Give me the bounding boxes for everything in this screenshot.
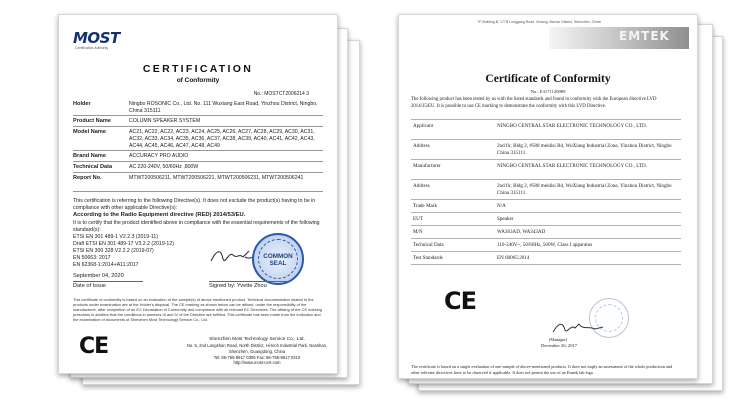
most-logo-subtitle: Certification Authority: [75, 46, 109, 50]
manufacturer-label: Manufacturer: [413, 163, 441, 169]
technical-data-value: 110-240V~, 50/60Hz, 500W, Class I apparatus: [497, 242, 593, 248]
trademark-label: Trade Mark: [413, 203, 438, 209]
divider: [73, 150, 323, 151]
issuer-contact: Tel: 86-755-8617 0306 Fax: 86-755-8617 0310: [213, 354, 301, 360]
address2-value: 2nd fir, Bldg 2, #588 meidisi Rd, WuXiang Industrial Zone, Yinzhou District, Ningbo China 315111.: [497, 183, 672, 197]
address-value: 2nd fir, Bldg 2, #588 meidisi Rd, WuXiang Industrial Zone, Yinzhou District, Ningbo China 315111.: [497, 143, 672, 157]
model-label: M/N: [413, 229, 423, 235]
certificate-number: No.: E3171120989: [530, 89, 566, 94]
model-value: AC21, AC22, AC22, AC23, AC24, AC25, AC26, AC27, AC28, AC29, AC30, AC31, AC32, AC33, AC34, AC35, AC36, AC37, AC38, AC39, AC40, AC41, AC42, AC43, AC44, AC45, AC46, AC47, AC48, AC49: [129, 129, 315, 149]
standard-2: Draft ETSI EN 301 489-17 V3.2.2 (2019-12): [73, 240, 174, 247]
issuer-name: Shenzhen Most Technology Service Co., Ltd.: [209, 337, 305, 342]
product-value: COLUMN SPEAKER SYSTEM: [129, 118, 201, 124]
technical-data-value: AC 220-240V, 50/60Hz ,800W: [129, 164, 199, 170]
divider: [411, 212, 681, 213]
divider: [73, 161, 323, 162]
certificate-title: CERTIFICATION: [142, 63, 254, 75]
divider: [411, 251, 681, 252]
technical-data-label: Technical Data: [73, 164, 113, 170]
issue-date: December 26, 2017: [541, 343, 578, 348]
common-seal-stamp: [252, 233, 304, 285]
seal-text: [254, 253, 302, 267]
brand-row: [73, 153, 323, 160]
product-label: Product Name: [73, 118, 111, 124]
standard-4: EN 50663: 2017: [73, 254, 111, 261]
emtek-logo: EMTEK: [619, 29, 670, 43]
declaration-line-1: This certification is referring to the following Directive(s). It does not exclude the product(s) having to be in compliance with other applicable Directive(s):: [73, 198, 316, 212]
divider: [411, 159, 681, 160]
standard-1: ETSI EN 301 489-1 V2.2.3 (2019-11): [73, 233, 158, 240]
issuer-website: http://www.most-cert.com: [233, 360, 281, 366]
certificate-title: Certificate of Conformity: [485, 73, 611, 85]
declaration-line-3: It is to certify that the product identified above in compliance with the essential requirements of the following standard(s):: [73, 219, 320, 233]
eut-value: Speaker: [497, 216, 514, 222]
brand-label: Brand Name: [73, 153, 106, 159]
manufacturer-row: [411, 163, 681, 170]
model-label: Model Name: [73, 129, 106, 135]
seal-line-2: SEAL: [269, 260, 287, 268]
divider: [411, 238, 681, 239]
divider: [411, 139, 681, 140]
trademark-row: [411, 203, 681, 210]
divider: [411, 199, 681, 200]
test-standards-label: Test Standards: [413, 255, 443, 261]
address-label: Address: [413, 143, 430, 149]
model-row: [411, 229, 681, 236]
ce-mark: CE: [444, 287, 477, 315]
product-row: [73, 118, 323, 125]
test-standards-value: EN 60065:2014: [497, 255, 530, 261]
emtek-header-address: 7F Building B, 177B Longgang Road, Xixiang, Bao'an District, Shenzhen, China: [477, 20, 601, 24]
address2-label: Address: [413, 183, 430, 189]
eut-row: [411, 216, 681, 223]
technical-data-label: Technical Data: [413, 242, 444, 248]
most-certificate: [58, 14, 338, 374]
certificate-intro: The following product has been tested by us with the listed standards and found in conformity with the European directive LVD 2014/35/EU. It is possible to use CE marking to demonstrate the conformity with this LVD Directive.: [411, 97, 657, 109]
eut-label: EUT: [413, 216, 423, 222]
standard-3: ETSI EN 300 328 V2.2.2 (2019-07): [73, 247, 154, 254]
manager-signature-graphic: [549, 320, 609, 336]
divider: [73, 126, 323, 127]
divider: [73, 191, 323, 192]
brand-value: ACCURACY PRO AUDIO: [129, 153, 189, 159]
holder-value: Ningbo ROSONIC Co., Ltd. No. 111 Wuxiang East Road, Yinzhou District, Ningbo, China 315111: [129, 101, 318, 114]
trademark-value: N/A: [497, 203, 506, 209]
holder-label: Holder: [73, 101, 91, 107]
report-label: Report No.: [73, 175, 102, 181]
signed-by-label: Signed by: Yvette Zhou: [209, 281, 289, 290]
divider: [73, 172, 323, 173]
divider: [411, 225, 681, 226]
issuer-address: [177, 337, 337, 366]
emtek-certificate: [398, 14, 698, 379]
issue-date-value: September 04, 2020: [73, 273, 124, 279]
certificate-subtitle: of Conformity: [176, 77, 220, 84]
applicant-label: Applicant: [413, 123, 434, 129]
most-logo: MOST: [73, 29, 120, 47]
applicant-row: [411, 123, 681, 130]
manager-label: (Manager): [549, 337, 568, 342]
divider: [411, 119, 681, 120]
divider: [411, 179, 681, 180]
technical-data-row: [411, 242, 681, 249]
divider: [73, 115, 323, 116]
model-value: WA363AD, WA343AD: [497, 229, 546, 235]
manufacturer-value: NINGBO CENTRAL STAR ELECTRONIC TECHNOLOGY CO., LTD.: [497, 163, 647, 169]
test-standards-row: [411, 255, 681, 262]
report-row: [73, 175, 323, 182]
issue-date-label: Date of Issue: [73, 281, 143, 290]
holder-row: [73, 101, 323, 115]
report-value: MTWT200506211, MTWT200506221, MTWT200506231, MTWT200506241: [129, 175, 304, 181]
fine-print: This certificate of conformity is based on an evaluation of the sample(s) of above mentioned product. Technical documentation related to the products under examination are at the Holder's disposal. The CE marking as shown below can be affixed, under the responsibility of the manufacturer, after completion of an EC Declaration of Conformity and compliance with all relevant EC Directives. The affixing of the CE marking presumes in addition that the conditions in annexes III and IV of the Directive are fulfilled. This certificate has been made from the indication and the examination of documents of Shenzhen Most Technology Service Co., Ltd.: [73, 297, 322, 323]
technical-data-row: [73, 164, 323, 171]
seal-line-1: COMMON: [263, 253, 293, 260]
issuer-street: No. 5, 2nd Langshan Road, North District, Hi-tech Industrial Park, Nanshan, Shenzhen, Guangdong, China: [186, 343, 328, 355]
model-row: [73, 129, 323, 149]
applicant-value: NINGBO CENTRAL STAR ELECTRONIC TECHNOLOGY CO., LTD.: [497, 123, 647, 129]
certificate-number: No.: MOSTCT2006214 3: [253, 91, 309, 97]
address-row: [411, 143, 681, 158]
divider: [411, 264, 681, 265]
declaration-directive: According to the Radio Equipment directive (RED) 2014/53/EU.: [73, 212, 246, 219]
ce-mark: CE: [79, 334, 109, 359]
standard-5: EN 62368-1:2014+A11:2017: [73, 261, 139, 268]
footer-note: The certificate is based on a single evaluation of one sample of above-mentioned products. It does not imply an assessment of the whole production and other relevant directives have to be observed if applicable. It does not permit the use of an Emtek lab logo.: [411, 364, 673, 375]
address2-row: [411, 183, 681, 198]
